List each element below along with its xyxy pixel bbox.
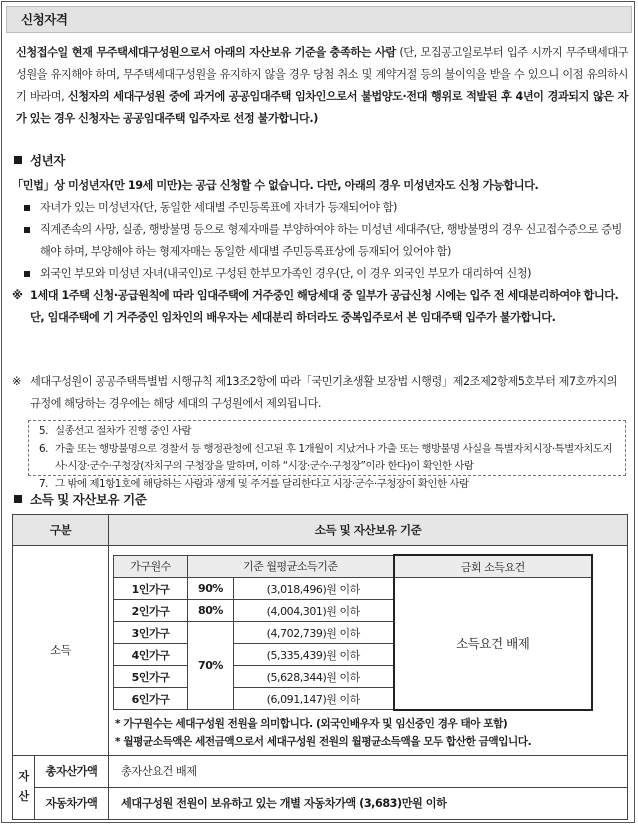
square-bullet-icon: [14, 495, 22, 503]
bullet-icon: [24, 227, 30, 233]
percent-90: 90%: [188, 578, 234, 600]
footnote-household: * 가구원수는 세대구성원 전원을 의미합니다. (외국인배우자 및 임신중인 경우 태아 포함): [115, 717, 508, 730]
car-value-criteria: 세대구성원 전원이 보유하고 있는 개별 자동차가액 (3,683)만원 이하: [109, 787, 628, 819]
square-bullet-icon: [14, 156, 22, 164]
percent-80: 80%: [188, 600, 234, 622]
list-item: 직계존속의 사망, 실종, 행방불명 등으로 형제자매를 부양하여야 하는 미성년 세대주(단, 행방불명의 경우 신고접수증으로 증빙해야 하며, 부양해야 하는 형제자매는 동일한 세대별 주민등록표상에 등재되어 있어야 함): [20, 219, 630, 263]
minor-lead: 「민법」상 미성년자(만 19세 미만)는 공급 신청할 수 없습니다. 다만, 아래의 경우 미성년자도 신청 가능합니다.: [12, 179, 539, 192]
income-asset-heading: 소득 및 자산보유 기준: [14, 490, 146, 508]
asset-label: 자 산: [13, 755, 35, 819]
note-household-split: ※ 1세대 1주택 신청·공급원칙에 따라 임대주택에 거주중인 해당세대 중 일부가 공급신청 시에는 입주 전 세대분리하여야 합니다. 단, 임대주택에 기 거주중인 임차인의 배우자는 세대분리 하더라도 중복입주로서 본 임대주택 입주가 불가합니다.: [12, 289, 619, 324]
inner-header-requirement: 금회 소득요건: [394, 555, 592, 578]
income-inner-table: [113, 554, 593, 711]
note-household-exclusion: ※ 세대구성원이 공공주택특별법 시행규칙 제13조2항에 따라「국민기초생활 보장법 시행령」제2조제2항제5호부터 제7호까지의 규정에 해당하는 경우에는 해당 세대의 구성원에서 제외됩니다.: [12, 375, 618, 410]
table-row: 1인가구 90% (3,018,496)원 이하 소득요건 배제: [114, 578, 593, 600]
table-row: 6인가구 (6,091,147)원 이하: [114, 688, 593, 710]
minor-heading: 성년자: [14, 151, 65, 169]
income-label: 소득: [13, 546, 109, 756]
table-row: 4인가구 (5,335,439)원 이하: [114, 644, 593, 666]
intro-normal: (단, 모집공고일로부터 입주 시까지 무주택세대구성원을 유지해야 하며, 무주택세대구성원을 유지하지 않을 경우 당첨 취소 및 계약거절 등의 불이익을 받을 수 있으니 이점 유의하시기 바라며,: [16, 46, 628, 103]
list-item: 자녀가 있는 미성년자(단, 동일한 세대별 주민등록표에 자녀가 등재되어야 함): [20, 197, 630, 219]
exclusion-criteria-box: [28, 420, 626, 490]
list-item: 6. 가출 또는 행방불명으로 경찰서 등 행정관청에 신고된 후 1개월이 지났거나 가출 또는 행방불명 사실을 특별자치시장·특별자치도지사·시장·군수·구청장(자치구의 구청장을 말하며, 이하 “시장·군수·구청장”이라 한다)이 확인한 사람: [39, 442, 613, 472]
bullet-icon: [24, 205, 30, 211]
list-item: 외국인 부모와 미성년 자녀(내국인)로 구성된 한부모가족인 경우(단, 이 경우 외국인 부모가 대리하여 신청): [20, 263, 630, 285]
income-criteria-cell: [109, 546, 628, 756]
document-page: [1, 1, 635, 823]
income-asset-table: [12, 514, 628, 820]
list-item: 7. 그 밖에 제1항1호에 해당하는 사람과 생계 및 주거를 달리한다고 시장·군수·구청장이 확인한 사람: [39, 477, 469, 490]
intro-bold-2: 신청자의 세대구성원 중에 과거에 공공임대주택 임차인으로서 불법양도·전대 행위로 적발된 후 4년이 경과되지 않은 자가 있는 경우 신청자는 공공임대주택 입주자로 선정 불가합니다.): [16, 90, 629, 125]
income-requirement-value: 소득요건 배제: [394, 578, 592, 710]
table-row: 5인가구 (5,628,344)원 이하: [114, 666, 593, 688]
intro-bold-1: 신청접수일 현재 무주택세대구성원으로서 아래의 자산보유 기준을 충족하는 사람: [16, 46, 396, 59]
column-header-criteria: 소득 및 자산보유 기준: [109, 515, 628, 546]
intro-paragraph: [16, 42, 628, 130]
footnote-income: * 월평균소득액은 세전금액으로서 세대구성원 전원의 월평균소득액을 모두 합산한 금액입니다.: [115, 735, 532, 748]
percent-70: 70%: [188, 622, 234, 710]
column-header-category: 구분: [13, 515, 109, 546]
list-item: 5. 실종선고 절차가 진행 중인 사람: [39, 425, 192, 437]
bullet-icon: [24, 271, 30, 277]
car-value-label: 자동차가액: [35, 787, 109, 819]
total-asset-value: 총자산요건 배제: [109, 755, 628, 787]
table-row: 3인가구 70% (4,702,739)원 이하: [114, 622, 593, 644]
inner-header-size: 가구원수: [114, 555, 188, 578]
section-title: 신청자격: [6, 6, 632, 33]
total-asset-label: 총자산가액: [35, 755, 109, 787]
table-row: 2인가구 80% (4,004,301)원 이하: [114, 600, 593, 622]
inner-header-income: 기준 월평균소득기준: [188, 555, 394, 578]
income-footnotes: [109, 711, 627, 755]
minor-bullet-list: [20, 197, 630, 285]
